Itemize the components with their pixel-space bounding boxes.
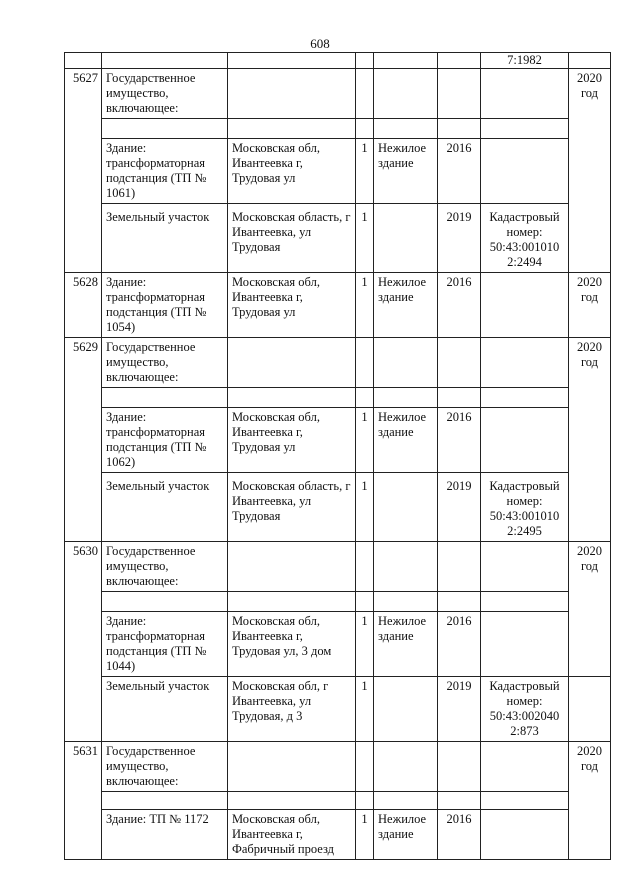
entry-number: 5631: [65, 742, 102, 860]
page-number: 608: [310, 36, 330, 51]
object-qty: 1: [356, 139, 374, 204]
object-year: 2019: [438, 677, 481, 742]
object-name: Здание: трансформаторная подстанция (ТП № 1044): [102, 612, 228, 677]
object-address: Московская область, г Ивантеевка, ул Трудовая: [228, 204, 356, 273]
object-type: Нежилое здание: [374, 810, 438, 860]
object-year: 2016: [438, 408, 481, 473]
table-row: [65, 742, 611, 792]
cell: [65, 53, 102, 69]
object-name: Земельный участок: [102, 473, 228, 542]
object-cadastral: [481, 273, 569, 338]
object-qty: 1: [356, 273, 374, 338]
continuation-row: [65, 53, 611, 69]
object-year: 2019: [438, 204, 481, 273]
object-cadastral: [481, 408, 569, 473]
group-label: Государственное имущество, включающее:: [102, 542, 228, 592]
object-name: Здание: трансформаторная подстанция (ТП № 1054): [102, 273, 228, 338]
object-year: 2019: [438, 473, 481, 542]
object-qty: 1: [356, 408, 374, 473]
table-row: [65, 612, 611, 677]
term-cell: 2020 год: [569, 542, 611, 677]
object-cadastral: Кадастровый номер: 50:43:002040 2:873: [481, 677, 569, 742]
object-cadastral: [481, 612, 569, 677]
object-address: Московская обл, Ивантеевка г, Трудовая ул, 3 дом: [228, 612, 356, 677]
object-cadastral: Кадастровый номер: 50:43:001010 2:2495: [481, 473, 569, 542]
table-row: [65, 338, 611, 388]
object-address: Московская область, г Ивантеевка, ул Трудовая: [228, 473, 356, 542]
entry-number: 5629: [65, 338, 102, 542]
object-name: Здание: трансформаторная подстанция (ТП № 1062): [102, 408, 228, 473]
table-row: [65, 408, 611, 473]
property-register-table: [64, 52, 611, 860]
object-qty: 1: [356, 204, 374, 273]
cell: [569, 53, 611, 69]
object-type: [374, 473, 438, 542]
cell: [374, 53, 438, 69]
object-address: Московская обл, Ивантеевка г, Трудовая ул: [228, 408, 356, 473]
table-row: [65, 204, 611, 273]
table-row: [65, 542, 611, 592]
object-year: 2016: [438, 810, 481, 860]
cadastral-cell: 7:1982: [481, 53, 569, 69]
group-label: Государственное имущество, включающее:: [102, 69, 228, 119]
object-name: Земельный участок: [102, 677, 228, 742]
object-address: Московская обл, Ивантеевка г, Фабричный проезд: [228, 810, 356, 860]
table-row: [65, 69, 611, 119]
term-cell: 2020 год: [569, 338, 611, 542]
object-qty: 1: [356, 473, 374, 542]
object-address: Московская обл, Ивантеевка г, Трудовая ул: [228, 139, 356, 204]
cell: [356, 53, 374, 69]
object-name: Земельный участок: [102, 204, 228, 273]
table-row: [65, 810, 611, 860]
object-address: Московская обл, г Ивантеевка, ул Трудовая, д 3: [228, 677, 356, 742]
object-type: Нежилое здание: [374, 408, 438, 473]
cell: [102, 53, 228, 69]
object-cadastral: [481, 139, 569, 204]
term-cell: 2020 год: [569, 69, 611, 273]
group-label: Государственное имущество, включающее:: [102, 742, 228, 792]
cell: [228, 53, 356, 69]
table-row: [65, 473, 611, 542]
object-name: Здание: трансформаторная подстанция (ТП № 1061): [102, 139, 228, 204]
object-cadastral: [481, 810, 569, 860]
object-cadastral: Кадастровый номер: 50:43:001010 2:2494: [481, 204, 569, 273]
term-cell: 2020 год: [569, 742, 611, 860]
object-name: Здание: ТП № 1172: [102, 810, 228, 860]
object-qty: 1: [356, 612, 374, 677]
object-year: 2016: [438, 273, 481, 338]
group-label: Государственное имущество, включающее:: [102, 338, 228, 388]
entry-number: 5628: [65, 273, 102, 338]
object-type: [374, 677, 438, 742]
object-type: Нежилое здание: [374, 273, 438, 338]
table-row: [65, 677, 611, 742]
entry-number: 5630: [65, 542, 102, 742]
object-year: 2016: [438, 139, 481, 204]
object-qty: 1: [356, 677, 374, 742]
object-year: 2016: [438, 612, 481, 677]
cell: [438, 53, 481, 69]
table-row: [65, 273, 611, 338]
object-type: Нежилое здание: [374, 139, 438, 204]
object-qty: 1: [356, 810, 374, 860]
object-type: [374, 204, 438, 273]
term-cell: 2020 год: [569, 273, 611, 338]
object-type: Нежилое здание: [374, 612, 438, 677]
object-address: Московская обл, Ивантеевка г, Трудовая ул: [228, 273, 356, 338]
entry-number: 5627: [65, 69, 102, 273]
table-row: [65, 139, 611, 204]
